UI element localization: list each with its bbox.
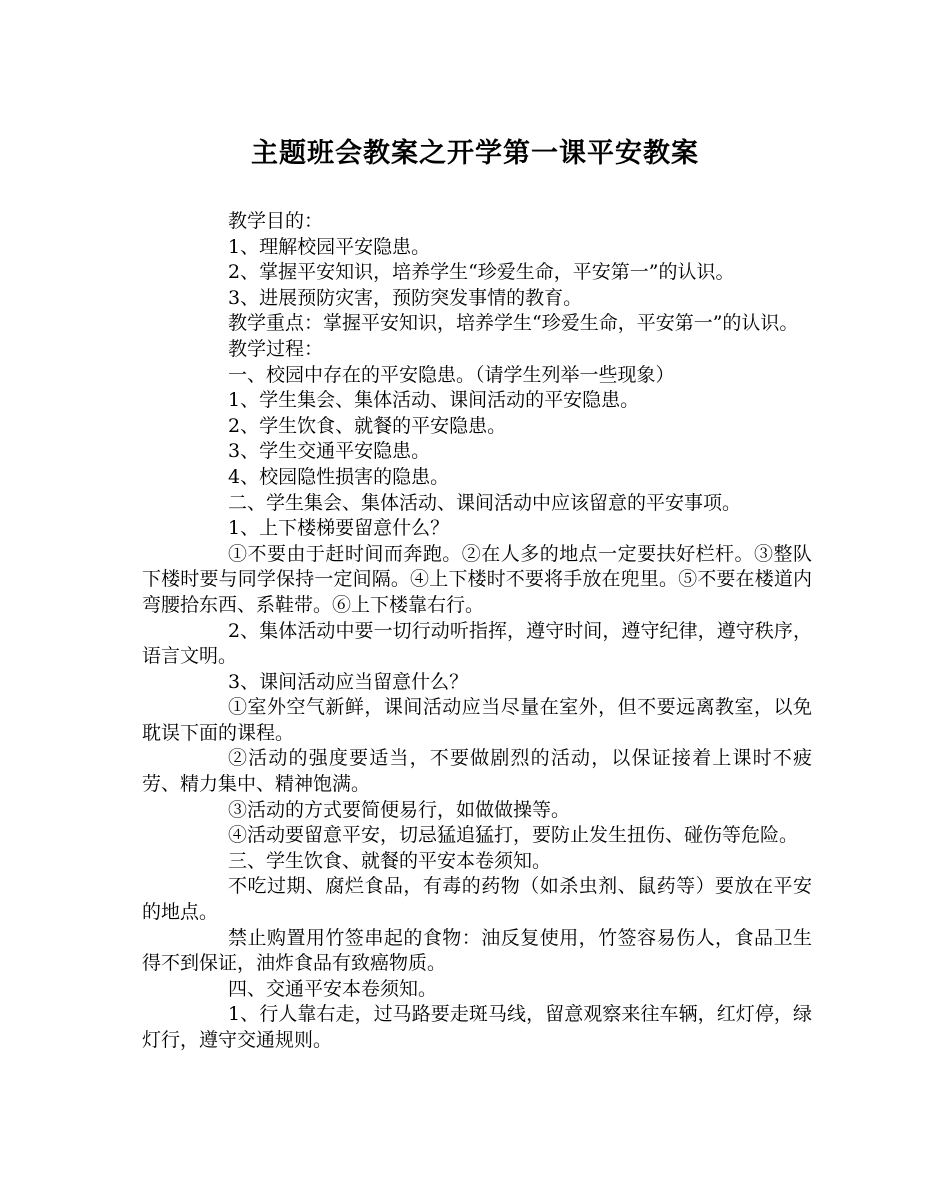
paragraph-stairs-rules: ①不要由于赶时间而奔跑。②在人多的地点一定要扶好栏杆。③整队下楼时要与同学保持一定间隔。④上下楼时不要将手放在兜里。⑤不要在楼道内弯腰拾东西、系鞋带。⑥上下楼靠右行。 xyxy=(142,542,812,616)
paragraph-objective-3: 3、进展预防灾害，预防突发事情的教育。 xyxy=(228,286,583,309)
paragraph-food-rule-1: 不吃过期、腐烂食品，有毒的药物（如杀虫剂、鼠药等）要放在平安的地点。 xyxy=(142,875,812,924)
paragraph-process-heading: 教学过程： xyxy=(228,337,324,360)
paragraph-break-question: 3、课间活动应当留意什么？ xyxy=(228,670,469,693)
paragraph-break-rule-1: ①室外空气新鲜，课间活动应当尽量在室外，但不要远离教室，以免耽误下面的课程。 xyxy=(142,696,812,744)
paragraph-break-rule-2: ②活动的强度要适当，不要做剧烈的活动，以保证接着上课时不疲劳、精力集中、精神饱满。 xyxy=(142,747,812,796)
paragraph-section-4-heading: 四、交通平安本卷须知。 xyxy=(228,977,438,1000)
paragraph-section-1-item-3: 3、学生交通平安隐患。 xyxy=(228,440,431,463)
paragraph-key-point: 教学重点：掌握平安知识，培养学生“珍爱生命，平安第一”的认识。 xyxy=(228,312,799,335)
paragraph-break-rule-4: ④活动要留意平安，切忌猛追猛打，要防止发生扭伤、碰伤等危险。 xyxy=(228,824,799,847)
paragraph-objective-2: 2、掌握平安知识，培养学生“珍爱生命，平安第一”的认识。 xyxy=(228,261,735,284)
paragraph-section-1-item-2: 2、学生饮食、就餐的平安隐患。 xyxy=(228,414,507,437)
paragraph-food-rule-2: 禁止购置用竹签串起的食物：油反复使用，竹签容易伤人，食品卫生得不到保证，油炸食品有致癌物质。 xyxy=(142,926,812,975)
paragraph-group-activity: 2、集体活动中要一切行动听指挥，遵守时间，遵守纪律，遵守秩序，语言文明。 xyxy=(142,619,812,668)
document-body xyxy=(142,209,812,1054)
paragraph-section-1-heading: 一、校园中存在的平安隐患。（请学生列举一些现象） xyxy=(228,363,675,386)
paragraph-traffic-rule-1: 1、行人靠右走，过马路要走斑马线，留意观察来往车辆，红灯停，绿灯行，遵守交通规则。 xyxy=(142,1003,812,1051)
paragraph-section-3-heading: 三、学生饮食、就餐的平安本卷须知。 xyxy=(228,849,552,872)
paragraph-objectives-heading: 教学目的： xyxy=(228,210,324,232)
document-title: 主题班会教案之开学第一课平安教案 xyxy=(251,138,699,169)
paragraph-section-1-item-1: 1、学生集会、集体活动、课间活动的平安隐患。 xyxy=(228,389,640,412)
paragraph-section-1-item-4: 4、校园隐性损害的隐患。 xyxy=(228,465,450,488)
paragraph-section-2-heading: 二、学生集会、集体活动、课间活动中应该留意的平安事项。 xyxy=(228,491,742,514)
paragraph-objective-1: 1、理解校园平安隐患。 xyxy=(228,235,431,258)
paragraph-stairs-question: 1、上下楼梯要留意什么？ xyxy=(228,517,450,540)
paragraph-break-rule-3: ③活动的方式要简便易行，如做做操等。 xyxy=(228,798,571,821)
